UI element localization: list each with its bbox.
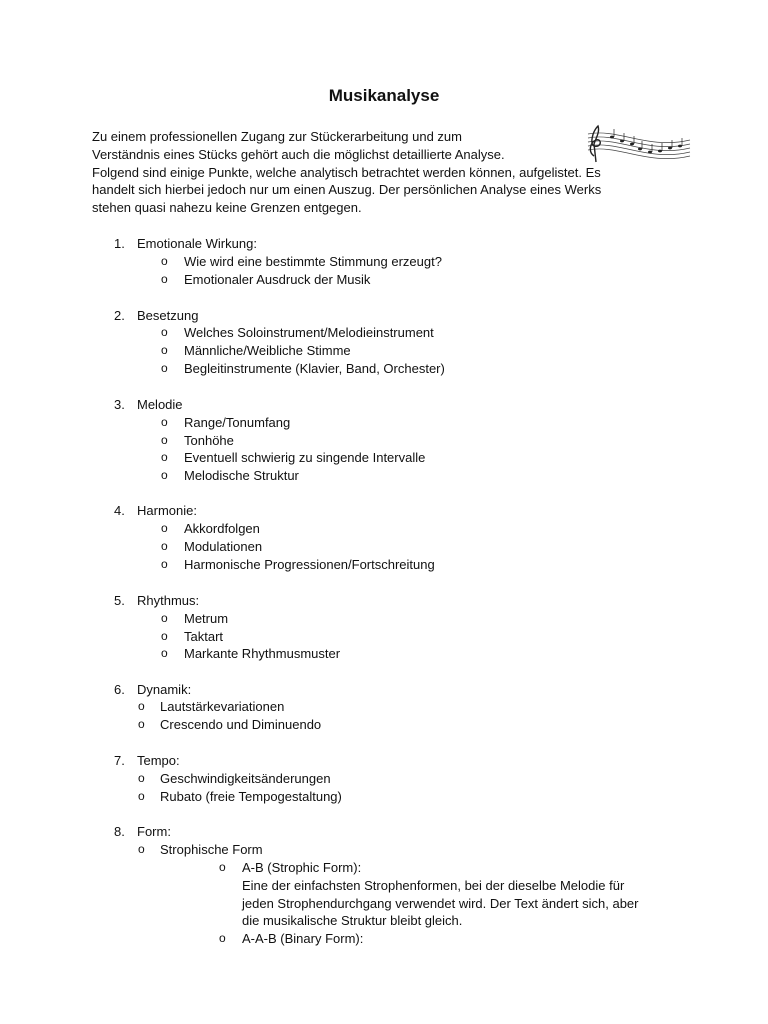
intro-line: Zu einem professionellen Zugang zur Stückerarbeitung und zum [92, 129, 462, 144]
list-number: 7. [114, 753, 125, 768]
sub-item-text: Tonhöhe [184, 433, 234, 448]
list-number: 5. [114, 593, 125, 608]
sub-item-text: Melodische Struktur [184, 468, 299, 483]
bullet-icon: o [219, 931, 226, 945]
sub-item-text: Eventuell schwierig zu singende Intervalle [184, 450, 426, 465]
sub-item-text: Begleitinstrumente (Klavier, Band, Orchester) [184, 361, 445, 376]
sub-item-text: Akkordfolgen [184, 521, 260, 536]
sub-item-text: Wie wird eine bestimmte Stimmung erzeugt? [184, 254, 442, 269]
page-title: Musikanalyse [328, 86, 440, 105]
bullet-icon: o [161, 325, 168, 339]
music-staff-decoration [578, 122, 696, 166]
sub-item-text: Range/Tonumfang [184, 415, 291, 430]
section-heading: Dynamik: [137, 682, 192, 697]
list-number: 4. [114, 503, 125, 518]
bullet-icon: o [161, 450, 168, 464]
sub-item-text: Welches Soloinstrument/Melodieinstrument [184, 325, 434, 340]
bullet-icon: o [161, 343, 168, 357]
section-heading: Tempo: [137, 753, 180, 768]
sub-item-text: Strophische Form [160, 842, 263, 857]
sub-item-text: Lautstärkevariationen [160, 699, 285, 714]
bullet-icon: o [138, 771, 145, 785]
description-line: jeden Strophendurchgang verwendet wird. Der Text ändert sich, aber [242, 896, 639, 911]
section-heading: Besetzung [137, 308, 199, 323]
bullet-icon: o [161, 254, 168, 268]
bullet-icon: o [138, 717, 145, 731]
intro-paragraph [92, 128, 652, 217]
sub-item-text: Geschwindigkeitsänderungen [160, 771, 331, 786]
list-number: 1. [114, 236, 125, 251]
section-heading: Emotionale Wirkung: [137, 236, 257, 251]
bullet-icon: o [138, 699, 145, 713]
bullet-icon: o [161, 468, 168, 482]
section-heading: Harmonie: [137, 503, 197, 518]
list-number: 8. [114, 824, 125, 839]
sub-item-text: Rubato (freie Tempogestaltung) [160, 789, 342, 804]
bullet-icon: o [161, 361, 168, 375]
sub-item-text: Harmonische Progressionen/Fortschreitung [184, 557, 435, 572]
intro-line: Verständnis eines Stücks gehört auch die möglichst detaillierte Analyse. [92, 146, 505, 162]
sub-item-text: Emotionaler Ausdruck der Musik [184, 272, 371, 287]
list-number: 2. [114, 308, 125, 323]
bullet-icon: o [161, 415, 168, 429]
sub-sub-item-label: A-B (Strophic Form): [242, 860, 362, 875]
description-line: die musikalische Struktur bleibt gleich. [242, 913, 463, 928]
sub-item-text: Modulationen [184, 539, 263, 554]
bullet-icon: o [161, 557, 168, 571]
sub-sub-item-label: A-A-B (Binary Form): [242, 931, 364, 946]
sub-item-text: Markante Rhythmusmuster [184, 646, 341, 661]
bullet-icon: o [138, 842, 145, 856]
bullet-icon: o [161, 521, 168, 535]
list-number: 6. [114, 682, 125, 697]
section-heading: Form: [137, 824, 171, 839]
bullet-icon: o [138, 789, 145, 803]
sub-item-text: Metrum [184, 611, 229, 626]
bullet-icon: o [161, 646, 168, 660]
intro-line: handelt sich hierbei jedoch nur um einen Auszug. Der persönlichen Analyse eines Werks [92, 182, 602, 198]
sub-item-text: Männliche/Weibliche Stimme [184, 343, 351, 358]
intro-line: stehen quasi nahezu keine Grenzen entgegen. [92, 200, 362, 216]
sub-item-text: Taktart [184, 629, 224, 644]
bullet-icon: o [161, 611, 168, 625]
bullet-icon: o [161, 629, 168, 643]
intro-line: Folgend sind einige Punkte, welche analytisch betrachtet werden können, aufgelistet. Es [92, 164, 601, 180]
bullet-icon: o [161, 272, 168, 286]
bullet-icon: o [161, 539, 168, 553]
bullet-icon: o [219, 860, 226, 874]
list-number: 3. [114, 397, 125, 412]
description-line: Eine der einfachsten Strophenformen, bei der dieselbe Melodie für [242, 878, 625, 893]
section-heading: Rhythmus: [137, 593, 200, 608]
bullet-icon: o [161, 433, 168, 447]
section-heading: Melodie [137, 397, 183, 412]
sub-item-text: Crescendo und Diminuendo [160, 717, 322, 732]
